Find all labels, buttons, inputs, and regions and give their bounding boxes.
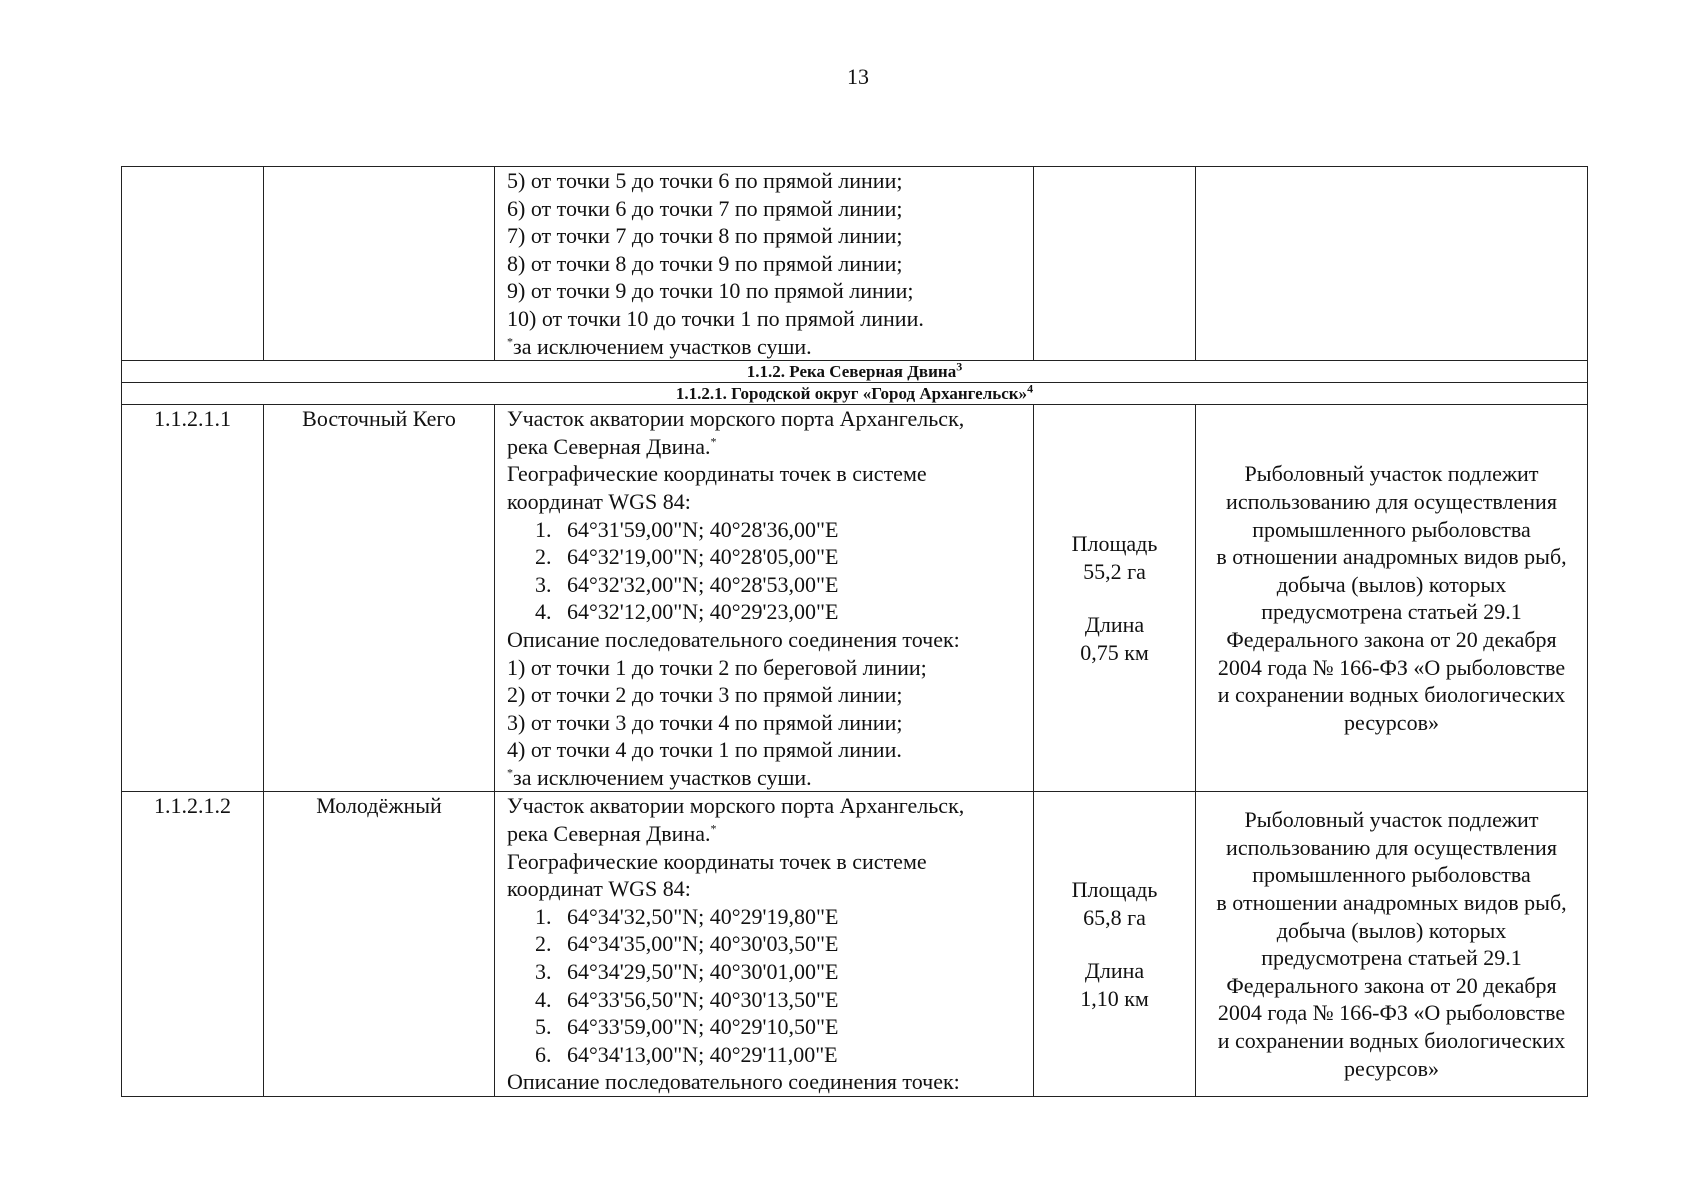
name-cell — [264, 167, 495, 361]
note-line: предусмотрена статьей 29.1 — [1261, 945, 1522, 971]
note-line: промышленного рыболовства — [1252, 516, 1531, 542]
area-value: 55,2 га — [1083, 558, 1146, 584]
description-cell — [495, 405, 1034, 792]
description-line: Географические координаты точек в системе — [507, 848, 927, 874]
note-line: промышленного рыболовства — [1252, 862, 1531, 888]
connection-line: 5) от точки 5 до точки 6 по прямой линии; — [507, 168, 903, 193]
coordinate-item: 6. 64°34'13,00"N; 40°29'11,00"E — [535, 1041, 838, 1067]
connection-title: Описание последовательного соединения точек: — [507, 1069, 960, 1095]
length-value: 1,10 км — [1080, 985, 1149, 1011]
note-line: Федерального закона от 20 декабря — [1226, 972, 1557, 998]
table-row — [122, 792, 1588, 1097]
note-line: добыча (вылов) которых — [1276, 917, 1507, 943]
table-row-continued — [122, 167, 1588, 361]
description-line: координат WGS 84: — [507, 876, 691, 902]
size-cell — [1034, 405, 1196, 792]
footnote-line — [507, 764, 1029, 792]
connection-line: 3) от точки 3 до точки 4 по прямой линии; — [507, 709, 903, 735]
note-line: 2004 года № 166-ФЗ «О рыболовстве — [1217, 1000, 1566, 1026]
description-line: Участок акватории морского порта Архангельск, — [507, 793, 965, 819]
coordinate-item: 4. 64°33'56,50"N; 40°30'13,50"E — [535, 986, 839, 1012]
coordinate-item: 2. 64°32'19,00"N; 40°28'05,00"E — [535, 544, 839, 570]
note-line: Федерального закона от 20 декабря — [1226, 626, 1557, 652]
note-cell — [1196, 167, 1588, 361]
description-line: река Северная Двина.* — [507, 821, 717, 847]
area-label: Площадь — [1071, 877, 1158, 903]
description-cell — [495, 167, 1034, 361]
note-line: Рыболовный участок подлежит — [1244, 807, 1539, 833]
section-footnote-ref: 3 — [956, 359, 963, 374]
size-cell — [1034, 792, 1196, 1097]
subsection-heading-row — [122, 383, 1588, 405]
section-heading-row — [122, 361, 1588, 383]
area-number: 1.1.2.1.1 — [122, 405, 264, 792]
subsection-footnote-ref: 4 — [1027, 381, 1034, 396]
note-line: ресурсов» — [1344, 709, 1439, 735]
connection-line: 9) от точки 9 до точки 10 по прямой линии; — [507, 278, 914, 304]
subsection-heading — [122, 383, 1588, 405]
section-heading — [122, 361, 1588, 383]
length-label: Длина — [1084, 612, 1145, 638]
area-value: 65,8 га — [1083, 904, 1146, 930]
coordinate-item: 1. 64°31'59,00"N; 40°28'36,00"E — [535, 516, 839, 542]
length-value: 0,75 км — [1080, 639, 1149, 665]
footnote-text: за исключением участков суши. — [513, 764, 812, 790]
note-cell — [1196, 405, 1588, 792]
coordinate-item: 3. 64°32'32,00"N; 40°28'53,00"E — [535, 571, 839, 597]
coordinate-item: 3. 64°34'29,50"N; 40°30'01,00"E — [535, 959, 839, 985]
note-line: в отношении анадромных видов рыб, — [1216, 544, 1567, 570]
connection-line: 2) от точки 2 до точки 3 по прямой линии; — [507, 682, 903, 708]
section-title: 1.1.2. Река Северная Двина — [746, 362, 957, 382]
area-name: Восточный Кего — [264, 405, 495, 792]
note-line: в отношении анадромных видов рыб, — [1216, 890, 1567, 916]
footnote-mark: * — [507, 334, 513, 349]
footnote-mark: * — [507, 765, 513, 780]
connection-title: Описание последовательного соединения точек: — [507, 626, 960, 652]
connection-line: 10) от точки 10 до точки 1 по прямой линии. — [507, 305, 924, 331]
number-cell — [122, 167, 264, 361]
note-line: предусмотрена статьей 29.1 — [1261, 599, 1522, 625]
note-line: ресурсов» — [1344, 1055, 1439, 1081]
subsection-title: 1.1.2.1. Городской округ «Город Архангельск» — [675, 384, 1028, 404]
note-line: 2004 года № 166-ФЗ «О рыболовстве — [1217, 654, 1566, 680]
description-line: Участок акватории морского порта Архангельск, — [507, 406, 965, 432]
connection-line: 4) от точки 4 до точки 1 по прямой линии. — [507, 737, 902, 763]
description-cell — [495, 792, 1034, 1097]
connection-line: 7) от точки 7 до точки 8 по прямой линии; — [507, 223, 903, 249]
description-line: Географические координаты точек в системе — [507, 461, 927, 487]
coordinate-item: 5. 64°33'59,00"N; 40°29'10,50"E — [535, 1014, 839, 1040]
page-number: 13 — [847, 64, 869, 89]
footnote-text: за исключением участков суши. — [513, 333, 812, 359]
note-cell — [1196, 792, 1588, 1097]
note-line: использованию для осуществления — [1226, 488, 1557, 514]
connection-line: 6) от точки 6 до точки 7 по прямой линии; — [507, 195, 903, 221]
footnote-mark: * — [710, 821, 717, 836]
connection-line: 1) от точки 1 до точки 2 по береговой линии; — [507, 654, 927, 680]
note-line: использованию для осуществления — [1226, 834, 1557, 860]
area-name: Молодёжный — [264, 792, 495, 1097]
coordinate-item: 2. 64°34'35,00"N; 40°30'03,50"E — [535, 931, 839, 957]
area-number: 1.1.2.1.2 — [122, 792, 264, 1097]
fishing-areas-table — [121, 166, 1588, 1097]
connection-line: 8) от точки 8 до точки 9 по прямой линии; — [507, 250, 903, 276]
note-line: Рыболовный участок подлежит — [1244, 461, 1539, 487]
note-line: и сохранении водных биологических — [1217, 682, 1566, 708]
table-row — [122, 405, 1588, 792]
coordinate-item: 4. 64°32'12,00"N; 40°29'23,00"E — [535, 599, 839, 625]
area-label: Площадь — [1071, 531, 1158, 557]
description-line: река Северная Двина.* — [507, 433, 717, 459]
footnote-mark: * — [710, 434, 717, 449]
note-line: и сохранении водных биологических — [1217, 1028, 1566, 1054]
size-cell — [1034, 167, 1196, 361]
coordinate-item: 1. 64°34'32,50"N; 40°29'19,80"E — [535, 903, 839, 929]
description-line: координат WGS 84: — [507, 488, 691, 514]
footnote-line — [507, 333, 1029, 361]
length-label: Длина — [1084, 958, 1145, 984]
note-line: добыча (вылов) которых — [1276, 571, 1507, 597]
